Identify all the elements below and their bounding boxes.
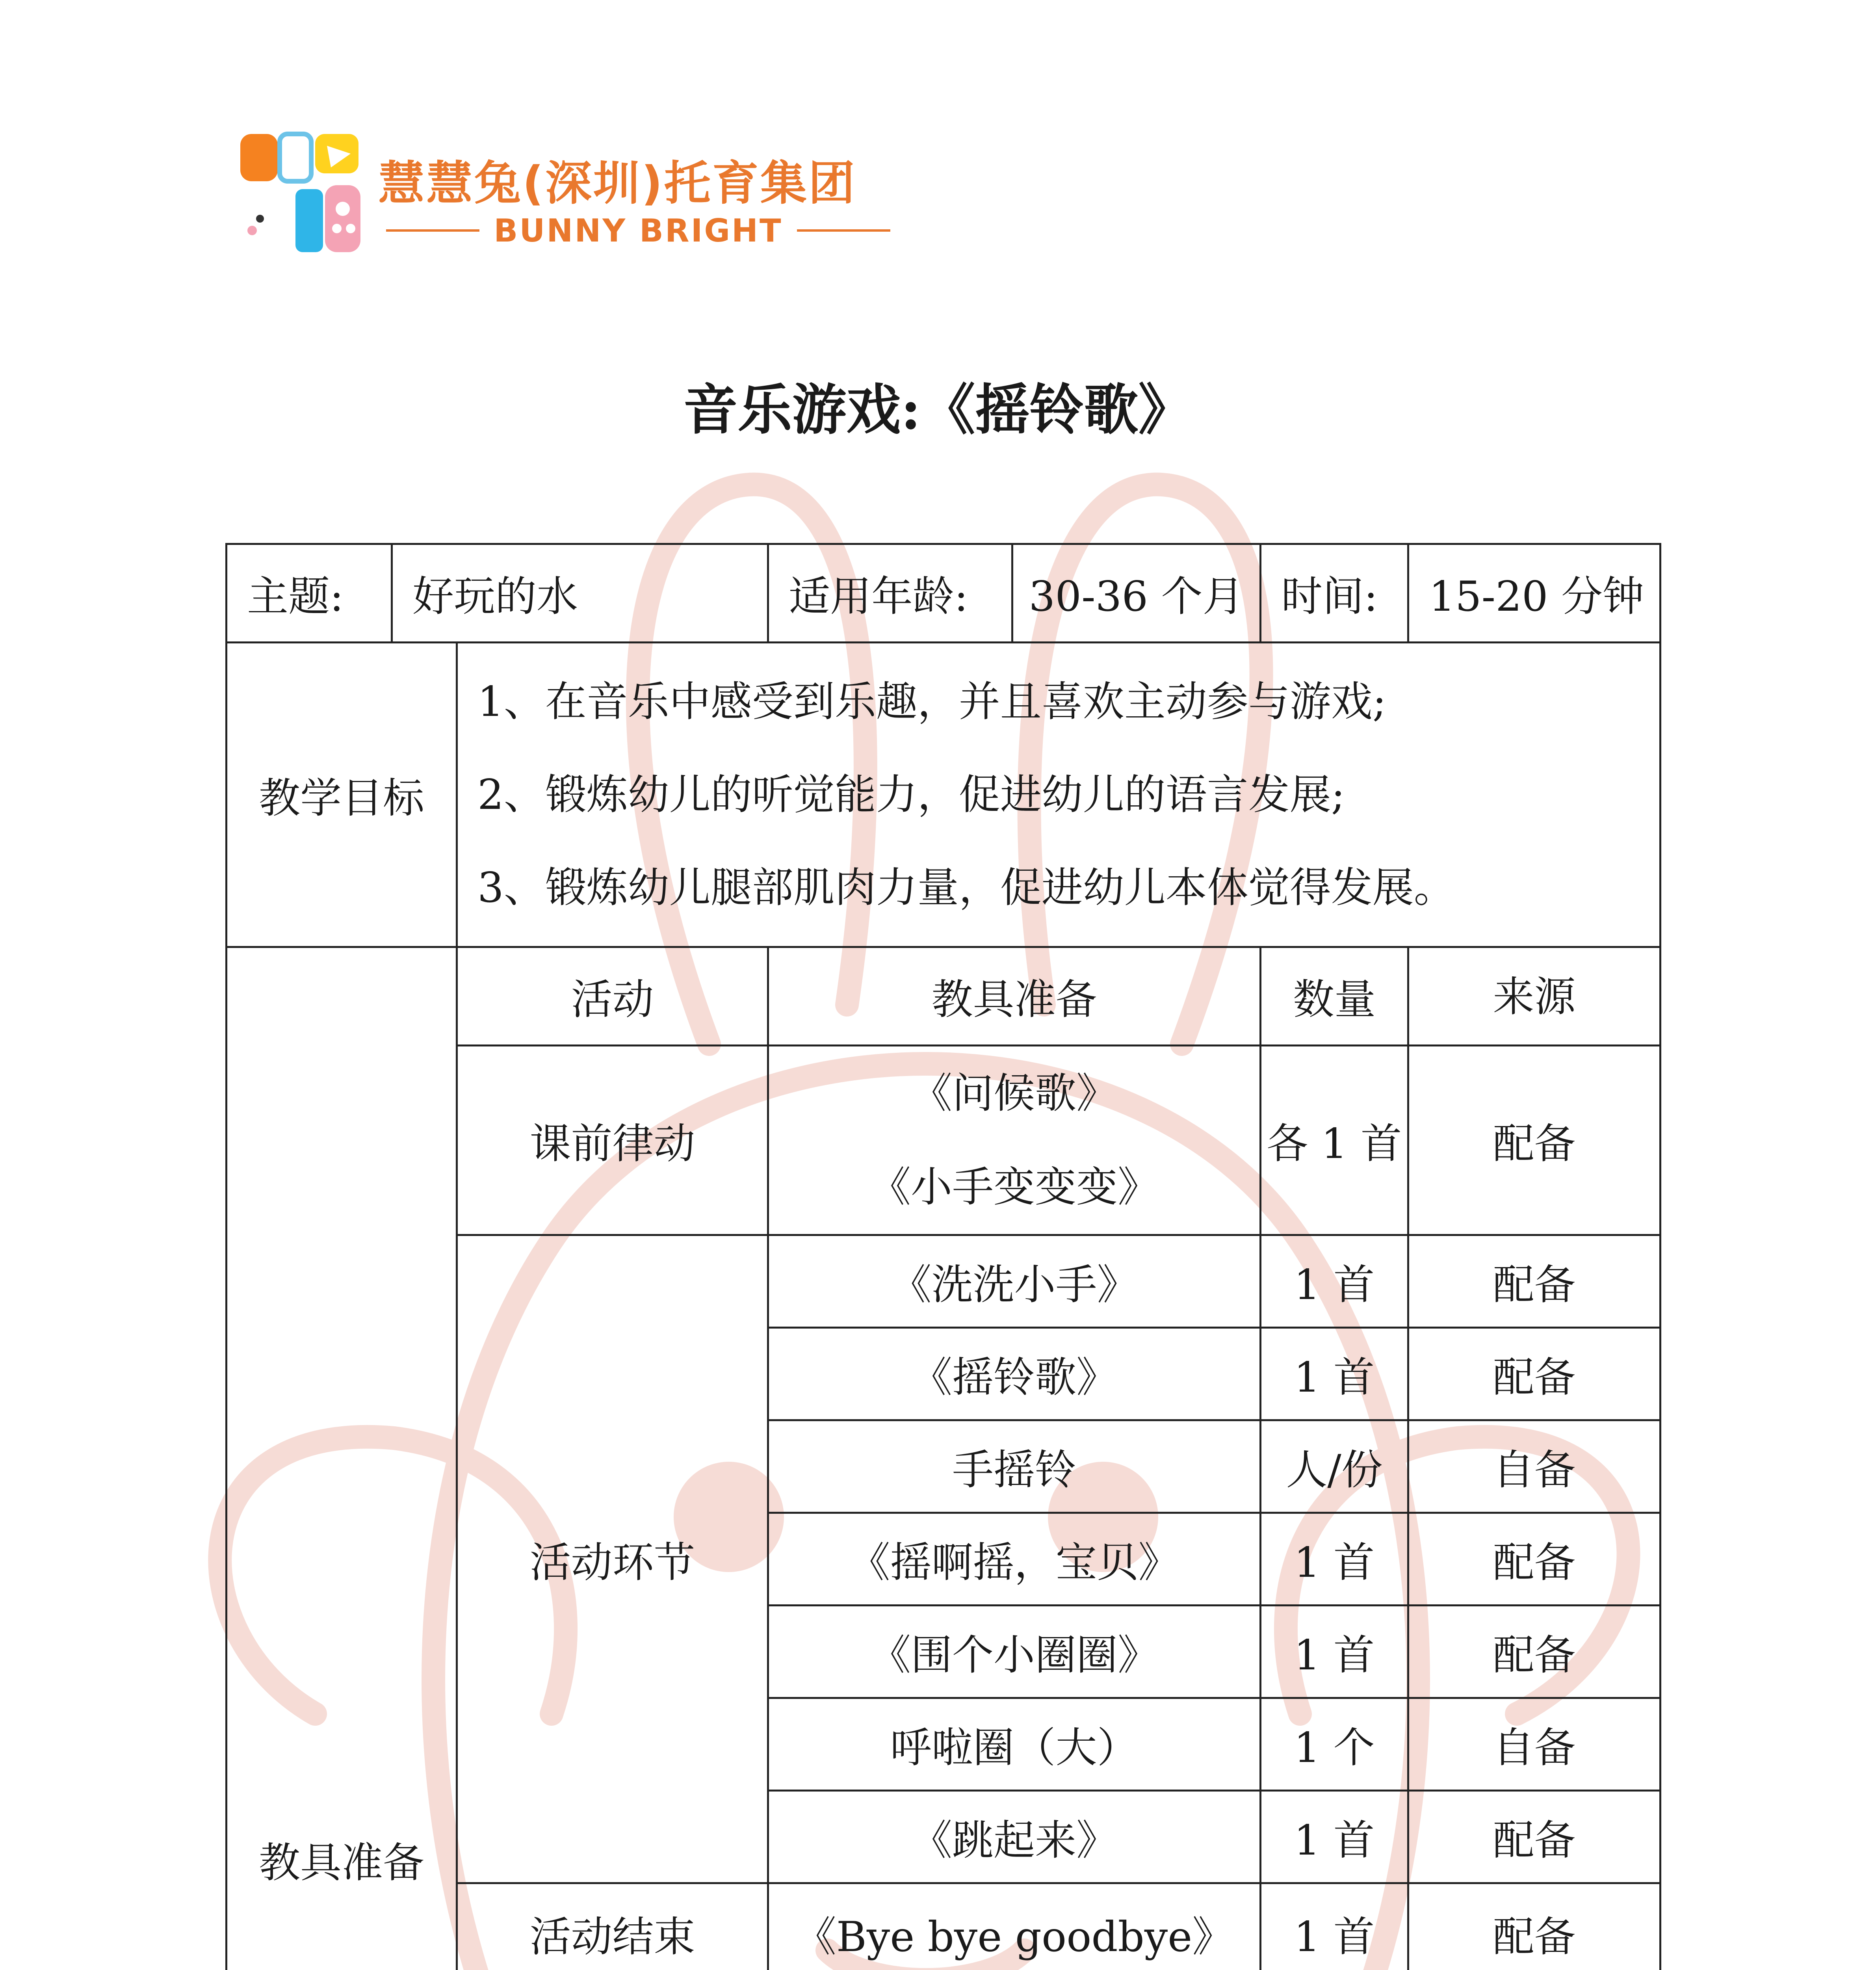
qty-cell: 人/份 bbox=[1261, 1420, 1408, 1513]
source-cell: 配备 bbox=[1408, 1046, 1661, 1235]
theme-value: 好玩的水 bbox=[392, 544, 768, 643]
divider bbox=[797, 229, 890, 232]
source-cell: 配备 bbox=[1408, 1606, 1661, 1698]
goals-row bbox=[227, 643, 1674, 947]
col-header-activity: 活动 bbox=[457, 947, 768, 1046]
item-cell: 《摇铃歌》 bbox=[768, 1328, 1261, 1420]
brand-name-en: BUNNY BRIGHT bbox=[494, 212, 783, 249]
source-cell: 自备 bbox=[1408, 1698, 1661, 1791]
source-cell: 配备 bbox=[1408, 1883, 1661, 1970]
time-label: 时间: bbox=[1261, 544, 1408, 643]
qty-cell: 1 首 bbox=[1261, 1328, 1408, 1420]
qty-cell: 1 首 bbox=[1261, 1791, 1408, 1883]
brand-name-en-row bbox=[386, 211, 890, 250]
qty-cell: 各 1 首 bbox=[1261, 1046, 1408, 1235]
page-title: 音乐游戏:《摇铃歌》 bbox=[683, 377, 1193, 442]
item-line: 《小手变变变》 bbox=[869, 1163, 1159, 1211]
materials-label: 教具准备 bbox=[227, 947, 457, 1970]
bunny-logo-icon bbox=[236, 130, 362, 256]
item-cell: 《洗洗小手》 bbox=[768, 1235, 1261, 1328]
item-cell: 《围个小圈圈》 bbox=[768, 1606, 1261, 1698]
source-cell: 配备 bbox=[1408, 1791, 1661, 1883]
qty-cell: 1 首 bbox=[1261, 1883, 1408, 1970]
qty-cell: 1 首 bbox=[1261, 1513, 1408, 1606]
time-value: 15-20 分钟 bbox=[1408, 544, 1661, 643]
goals-list bbox=[457, 643, 1661, 947]
col-header-quantity: 数量 bbox=[1261, 947, 1408, 1046]
materials-header-row bbox=[227, 947, 1674, 1046]
source-cell: 配备 bbox=[1408, 1328, 1661, 1420]
item-cell bbox=[768, 1046, 1261, 1235]
goal-item: 1、在音乐中感受到乐趣，并且喜欢主动参与游戏; bbox=[477, 678, 1387, 726]
item-line: 《问候歌》 bbox=[911, 1069, 1118, 1117]
info-row bbox=[227, 544, 1674, 643]
activity-cell: 活动环节 bbox=[457, 1235, 768, 1883]
age-label: 适用年龄: bbox=[768, 544, 1012, 643]
goal-item: 3、锻炼幼儿腿部肌肉力量，促进幼儿本体觉得发展。 bbox=[477, 864, 1455, 912]
source-cell: 配备 bbox=[1408, 1235, 1661, 1328]
qty-cell: 1 首 bbox=[1261, 1606, 1408, 1698]
item-cell: 《摇啊摇，宝贝》 bbox=[768, 1513, 1261, 1606]
item-cell: 呼啦圈（大） bbox=[768, 1698, 1261, 1791]
header-logo bbox=[236, 130, 886, 264]
theme-label: 主题: bbox=[227, 544, 392, 643]
divider bbox=[386, 229, 479, 232]
item-cell: 手摇铃 bbox=[768, 1420, 1261, 1513]
item-cell: 《跳起来》 bbox=[768, 1791, 1261, 1883]
age-value: 30-36 个月 bbox=[1012, 544, 1261, 643]
col-header-source: 来源 bbox=[1408, 947, 1661, 1046]
col-header-materials: 教具准备 bbox=[768, 947, 1261, 1046]
qty-cell: 1 个 bbox=[1261, 1698, 1408, 1791]
source-cell: 自备 bbox=[1408, 1420, 1661, 1513]
lesson-plan-table bbox=[225, 543, 1674, 1970]
activity-cell: 活动结束 bbox=[457, 1883, 768, 1970]
goal-item: 2、锻炼幼儿的听觉能力，促进幼儿的语言发展; bbox=[477, 771, 1345, 819]
source-cell: 配备 bbox=[1408, 1513, 1661, 1606]
goals-label: 教学目标 bbox=[227, 643, 457, 947]
item-cell: 《Bye bye goodbye》 bbox=[768, 1883, 1261, 1970]
brand-name-cn: 慧慧兔(深圳)托育集团 bbox=[378, 156, 856, 210]
qty-cell: 1 首 bbox=[1261, 1235, 1408, 1328]
activity-cell: 课前律动 bbox=[457, 1046, 768, 1235]
